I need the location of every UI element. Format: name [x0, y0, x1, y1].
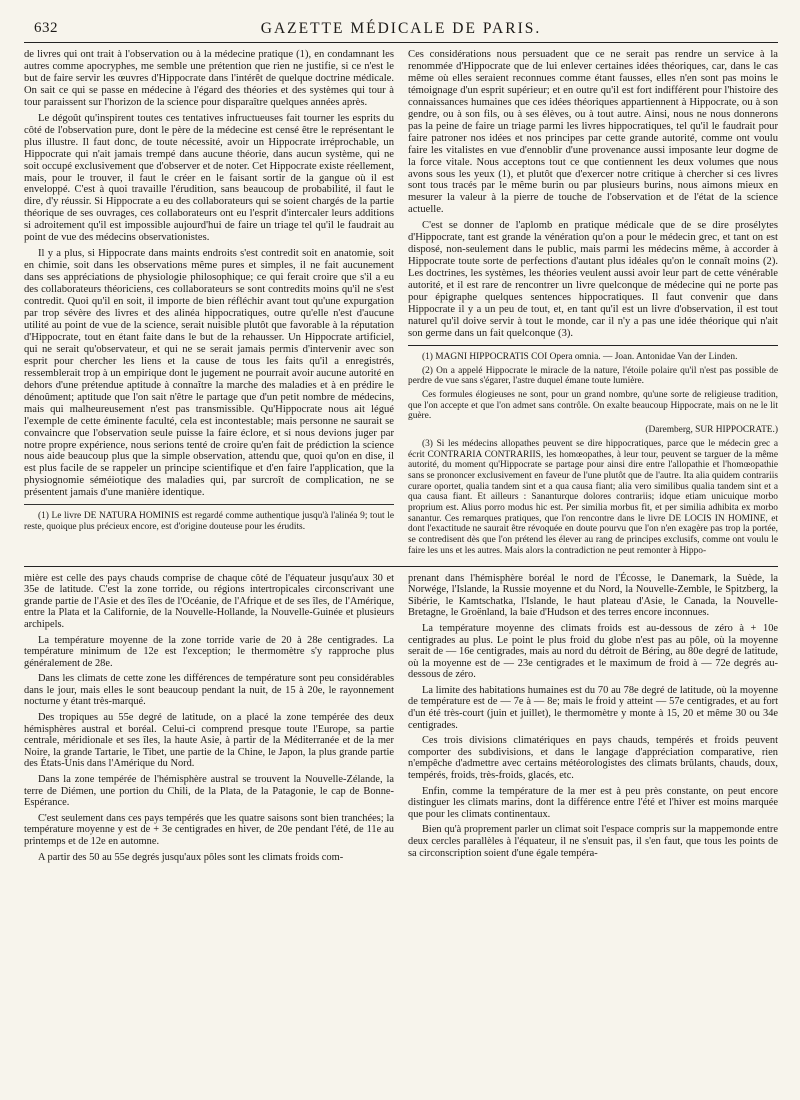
- bottom-section: [24, 573, 778, 868]
- section-divider: [24, 566, 778, 567]
- paragraph: Il y a plus, si Hippocrate dans maints endroits s'est contredit soit en anatomie, soit en chimie, soit dans les observations même pures et simples, il ne fait aucunement dans ses appréciations de physiologie philosophique; ce qui ferait croire que s'il a eu des collaborateurs théoriciens, ces collaborateurs se sont contredits moins qu'il ne s'est contredit. Quoi qu'il en soit, il importe de bien réfléchir avant tout qu'une expurgation par trop sévère des livres et des alinéa hippocratiques, outre qu'elle n'est d'aucune utilité au point de vue de la science, serait nuisible plutôt que favorable à la réputation d'Hippocrate, tout en étant faite dans le but de la rehausser. Un Hippocrate artificiel, qui ne serait qu'observateur, et qui ne se serait jamais permis d'intervenir avec son esprit pour chercher les liens et la cause de tous les faits qu'il a enregistrés, ressemblerait trop à un empirique dont le jugement ne pourrait avoir aucune autorité en dehors d'une prétendue aptitude à connaître la marche des maladies et à en prédire le dénoûment; aptitude que l'on sait n'être le partage que d'un petit nombre de médecins, mais qui malheureusement n'est pas transmissible. Qu'Hippocrate nous ait légué l'exemple de cette éminente faculté, cela est incontestable; mais personne ne saurait se convaincre que l'observation seule puisse la faire éclore, et si nous devions juger par notre propre expérience, nous serions tenté de croire qu'en fait de prédiction la science nous aide beaucoup plus que la simple observation, attendu que, quoi qu'on en dise, il est plus facile de se rappeler un principe scientifique et d'en faire l'application, que la physiognomie séméiotique des maladies qui, par surcroît de complication, ne se présentent jamais d'une manière identique.: [24, 248, 394, 499]
- footnote-divider: [408, 345, 778, 346]
- paragraph: Ces trois divisions climatériques en pays chauds, tempérés et froids peuvent comporter des subdivisions, et dans le langage d'appréciation comparative, rien n'empêche d'admettre avec certains météorologistes des climats brûlants, chauds, doux, tempérés, froids, très-froids, glacés, etc.: [408, 735, 778, 782]
- paragraph: Dans les climats de cette zone les différences de température sont peu considérables dans le jour, mais elles le sont beaucoup pendant la nuit, de 15 à 20e, le rayonnement nocturne y étant très-marqué.: [24, 673, 394, 708]
- paragraph: de livres qui ont trait à l'observation ou à la médecine pratique (1), en condamnant les autres comme apocryphes, me semble une prétention que rien ne justifie, si ce n'est le but de faire servir les œuvres d'Hippocrate dans l'intérêt de quelque doctrine médicale. On sait ce qui se passe en médecine à l'égard des théories et des systèmes qui tour à tour paraissent sur l'horizon de la science pour disparaître quelques années après.: [24, 49, 394, 108]
- footnote: (3) Si les médecins allopathes peuvent se dire hippocratiques, parce que le médecin grec a écrit CONTRARIA CONTRARIIS, les homœopathes, à leur tour, peuvent se targuer de la même autorité, du moment qu'Hippocrate se partage pour ainsi dire entre l'allopathie et l'homœopathie sans se prononcer exclusivement en faveur de l'une plutôt que de l'autre. Ita alia quidem contrariis curare oportet, qualia tandem sint et a qua causa fiant; alia vero similibus qualia tandem sint et a qua causa fiant. Et ailleurs : Sananturque dolores contrariis; idque etiam unicuique morbo proprium est. Alius porro modus hic est. Per similia morbus fit, et per similia adhibita ex morbo sanantur. Ces remarques pratiques, que l'on rencontre dans le livre DE LOCIS IN HOMINE, et dont l'exactitude ne saurait être révoquée en doute pourvu que l'on n'en exagère pas trop la portée, se contredisent dès que l'on prétend les élever au rang de principes exclusifs, comme ont voulu le faire les uns et les autres. Mais alors la contradiction ne peut remonter à Hippo-: [408, 438, 778, 556]
- paragraph: Dans la zone tempérée de l'hémisphère austral se trouvent la Nouvelle-Zélande, la terre de Diémen, une portion du Chili, de la Plata, de la Patagonie, le cap de Bonne-Espérance.: [24, 774, 394, 809]
- footnote: (1) Le livre DE NATURA HOMINIS est regardé comme authentique jusqu'à l'alinéa 9; tout le reste, quoique plus précieux encore, est d'origine douteuse pour les érudits.: [24, 511, 394, 532]
- paragraph: C'est se donner de l'aplomb en pratique médicale que de se dire prosélytes d'Hippocrate, tant est grande la vénération qu'on a pour le médecin grec, et tant on est disposé, non-seulement dans le public, mais parmi les médecins même, à accorder à Hippocrate toute sorte de perfections d'autant plus idéales qu'on le connaît moins (2). Les doctrines, les systèmes, les théories veulent aussi avoir leur part de cette vénérable autorité, et il est rare de rencontrer un livre quelconque de médecine qui ne porte pas pour épigraphe quelques sentences hippocratiques. Il faut convenir que dans Hippocrate il y a un peu de tout, et, en tant qu'il est un livre d'observation, il est tout naturel qu'il doive servir à tout le monde, car il n'y a pas une idée théorique qui n'ait son germe dans un fait quelconque (3).: [408, 220, 778, 339]
- paragraph: C'est seulement dans ces pays tempérés que les quatre saisons sont bien tranchées; la température moyenne y est de + 3e centigrades en hiver, de 20e pendant l'été, de 11e au printemps et de 12e en automne.: [24, 812, 394, 847]
- top-right-column: [408, 49, 778, 560]
- paragraph: La limite des habitations humaines est du 70 au 78e degré de latitude, où la moyenne de température est de — 7e à — 8e; mais le froid y atteint — 57e centigrades, et au fort d'un été très-court (juin et juillet), le thermomètre y monte à 15, 20 et même 30 ou 34e centigrades.: [408, 684, 778, 731]
- paragraph: mière est celle des pays chauds comprise de chaque côté de l'équateur jusqu'aux 30 et 35e de latitude. C'est la zone torride, ou régions intertropicales circonscrivant une grande partie de l'Asie et des îles de l'Océanie, de l'Afrique et de ses îles, de l'Amérique, entre la Plata et la Californie, de la Nouvelle-Hollande, la Nouvelle-Guinée et plusieurs archipels.: [24, 572, 394, 630]
- top-section: [24, 49, 778, 560]
- top-left-column: [24, 49, 394, 560]
- paragraph: A partir des 50 au 55e degrés jusqu'aux pôles sont les climats froids com-: [38, 851, 344, 863]
- paragraph: Le dégoût qu'inspirent toutes ces tentatives infructueuses fait tourner les esprits du côté de l'observation pure, dont le père de la médecine est censé être le représentant le plus illustre. Il faut donc, de toute nécessité, avoir un Hippocrate irréprochable, un Hippocrate qui n'ait jamais trempé dans aucune théorie, dans aucun système, qui ne soit occupé exclusivement que d'observer et de noter. Cet Hippocrate existe réellement, mais, pour le trouver, il faut le créer en le faisant sortir de la gangue où il est enveloppé. C'est à quoi travaille l'érudition, sans beaucoup de probabilité, il faut le dire, d'y réussir. Si Hippocrate a eu des collaborateurs qui se soient chargés de la partie théorique de ses ouvrages, ces collaborateurs ont eu l'esprit d'intercaler leurs additions si adroitement qu'il est impossible aujourd'hui de faire un triage tel qu'il le faudrait au point de vue des médecins observationistes.: [24, 112, 394, 244]
- page-header: [24, 18, 778, 43]
- paragraph: Des tropiques au 55e degré de latitude, on a placé la zone tempérée des deux hémisphères austral et boréal. Celui-ci comprend presque toute l'Europe, sa partie centrale, méridionale et ses îles, la haute Asie, à partir de la Méditerranée et de la mer Noire, la grande Tartarie, le Tibet, une partie de la Chine, le Japon, la plus grande partie des États-Unis dans l'Amérique du Nord.: [24, 712, 394, 770]
- paragraph: La température moyenne des climats froids est au-dessous de zéro à + 10e centigrades au plus. Le point le plus froid du globe n'est pas au pôle, où la moyenne serait de — 16e centigrades, mais au nord du détroit de Béring, au 80e degré de latitude, où la moyenne est de — 23e centigrades et le maximum de froid à — 72e degrés au-dessous de zéro.: [408, 622, 778, 681]
- page-number: 632: [34, 20, 58, 36]
- paragraph: prenant dans l'hémisphère boréal le nord de l'Écosse, le Danemark, la Suède, la Norwége, l'Islande, la Russie moyenne et du Nord, la Nouvelle-Zemble, le Spitzberg, la Sibérie, le Kamtschatka, l'Islande, le haut plateau d'Asie, le Canada, la Nouvelle-Bretagne, le Groënland, la baie d'Hudson et des terres encore inconnues.: [408, 572, 778, 619]
- bottom-left-column: [24, 573, 394, 868]
- footnote-divider: [24, 504, 394, 505]
- footnote: (1) MAGNI HIPPOCRATIS COI Opera omnia. — Joan. Antonidae Van der Linden.: [422, 351, 738, 362]
- bottom-right-column: [408, 573, 778, 868]
- footnote-citation: (Daremberg, SUR HIPPOCRATE.): [645, 425, 778, 436]
- paragraph: Ces considérations nous persuadent que ce ne serait pas rendre un service à la renommée d'Hippocrate que de lui enlever certaines idées théoriques, car, dans le cas même où elles seraient reconnues comme étant fausses, elles n'en sont pas moins le témoignage d'un esprit supérieur; et en outre qu'il est fort indifférent pour l'histoire des connaissances humaines que ces idées théoriques appartiennent à Hippocrate, ou à son gendre, ou à son fils, ou à ses élèves, ou à tout autre. Ainsi, nous ne nous donnerons pas la peine de faire un triage parmi les livres hippocratiques, tel qu'il le faudrait pour faire patroner nos idées et nos principes par cette grande autorité, comme ont voulu faire les vitalistes en vue d'ennoblir d'une provenance aussi imposante leur dogme de la force vitale. Nous acceptons tout ce que contiennent les deux volumes que nous avons sous les yeux (1), et plutôt que d'exercer notre critique à chercher si ces livres sont tous tracés par le même burin ou par plusieurs burins, nous aimons mieux en mesurer la valeur à la pierre de touche de l'observation et de l'état de la science actuelle.: [408, 49, 778, 216]
- footnote: (2) On a appelé Hippocrate le miracle de la nature, l'étoile polaire qu'il n'est pas possible de perdre de vue sans s'égarer, l'astre duquel émane toute lumière.: [408, 365, 778, 387]
- paragraph: Enfin, comme la température de la mer est à peu près constante, on peut encore distinguer les climats marins, dont la différence entre l'été et l'hiver est moins marquée que pour les climats continentaux.: [408, 785, 778, 820]
- paragraph: Bien qu'à proprement parler un climat soit l'espace compris sur la mappemonde entre deux cercles parallèles à l'équateur, il ne s'ensuit pas, il s'en faut, que tous les points de sa circonscription soient d'une égale tempéra-: [408, 824, 778, 859]
- journal-title: GAZETTE MÉDICALE DE PARIS.: [260, 20, 542, 37]
- paragraph: La température moyenne de la zone torride varie de 20 à 28e centigrades. La température minimum de 12e est l'exception; le thermomètre s'y rapproche plus généralement de 28e.: [24, 634, 394, 669]
- footnote: Ces formules élogieuses ne sont, pour un grand nombre, qu'une sorte de religieuse tradition, que l'on accepte et que l'on admet sans contrôle. On exalte beaucoup Hippocrate, mais on ne le lit guère.: [408, 389, 778, 422]
